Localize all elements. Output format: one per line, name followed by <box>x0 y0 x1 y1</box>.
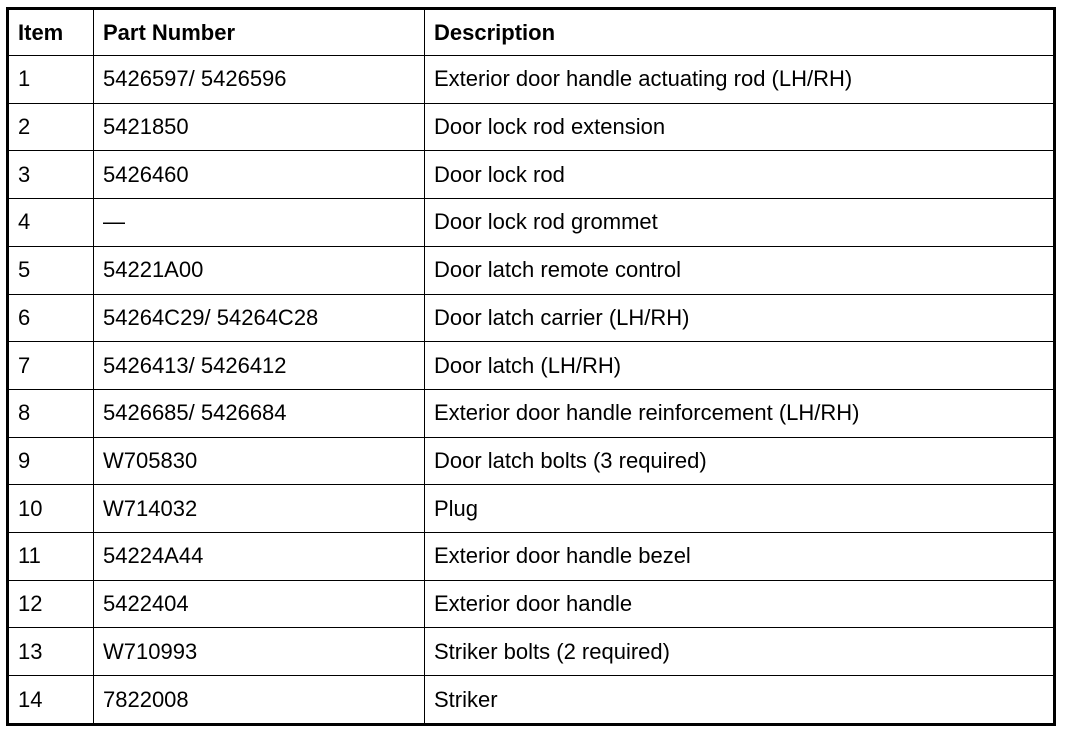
cell-part-number: 5426685/ 5426684 <box>94 389 425 437</box>
table-row <box>8 389 1055 437</box>
cell-part-number: 54221A00 <box>94 246 425 294</box>
cell-item: 10 <box>8 485 94 533</box>
table-row <box>8 199 1055 247</box>
cell-item: 5 <box>8 246 94 294</box>
cell-item: 4 <box>8 199 94 247</box>
cell-description: Exterior door handle <box>425 580 1055 628</box>
cell-part-number: W714032 <box>94 485 425 533</box>
cell-description: Striker <box>425 676 1055 725</box>
cell-item: 14 <box>8 676 94 725</box>
table-row <box>8 628 1055 676</box>
cell-item: 7 <box>8 342 94 390</box>
table-row <box>8 342 1055 390</box>
cell-description: Exterior door handle actuating rod (LH/RH) <box>425 56 1055 104</box>
cell-part-number: 5426460 <box>94 151 425 199</box>
table-row <box>8 437 1055 485</box>
header-part-number: Part Number <box>94 9 425 56</box>
table-row <box>8 580 1055 628</box>
cell-description: Exterior door handle bezel <box>425 533 1055 581</box>
table-row <box>8 103 1055 151</box>
parts-table <box>6 7 1056 726</box>
cell-item: 8 <box>8 389 94 437</box>
header-description: Description <box>425 9 1055 56</box>
cell-description: Door lock rod grommet <box>425 199 1055 247</box>
cell-item: 3 <box>8 151 94 199</box>
cell-part-number: 5421850 <box>94 103 425 151</box>
cell-part-number: 54224A44 <box>94 533 425 581</box>
table-row <box>8 485 1055 533</box>
cell-description: Door latch (LH/RH) <box>425 342 1055 390</box>
cell-description: Door latch bolts (3 required) <box>425 437 1055 485</box>
cell-part-number: 5426597/ 5426596 <box>94 56 425 104</box>
cell-item: 11 <box>8 533 94 581</box>
cell-item: 13 <box>8 628 94 676</box>
cell-description: Exterior door handle reinforcement (LH/RH) <box>425 389 1055 437</box>
header-item: Item <box>8 9 94 56</box>
table-row <box>8 151 1055 199</box>
cell-item: 1 <box>8 56 94 104</box>
cell-part-number: 5422404 <box>94 580 425 628</box>
table-header-row <box>8 9 1055 56</box>
cell-description: Door lock rod extension <box>425 103 1055 151</box>
cell-part-number: 7822008 <box>94 676 425 725</box>
cell-description: Plug <box>425 485 1055 533</box>
cell-part-number: W705830 <box>94 437 425 485</box>
cell-description: Door latch carrier (LH/RH) <box>425 294 1055 342</box>
cell-item: 9 <box>8 437 94 485</box>
cell-item: 2 <box>8 103 94 151</box>
cell-description: Door lock rod <box>425 151 1055 199</box>
cell-part-number: 5426413/ 5426412 <box>94 342 425 390</box>
table-row <box>8 246 1055 294</box>
table-row <box>8 533 1055 581</box>
cell-item: 6 <box>8 294 94 342</box>
table-row <box>8 676 1055 725</box>
cell-part-number: 54264C29/ 54264C28 <box>94 294 425 342</box>
cell-part-number: W710993 <box>94 628 425 676</box>
cell-description: Striker bolts (2 required) <box>425 628 1055 676</box>
cell-description: Door latch remote control <box>425 246 1055 294</box>
cell-item: 12 <box>8 580 94 628</box>
table-row <box>8 294 1055 342</box>
cell-part-number: — <box>94 199 425 247</box>
table-row <box>8 56 1055 104</box>
